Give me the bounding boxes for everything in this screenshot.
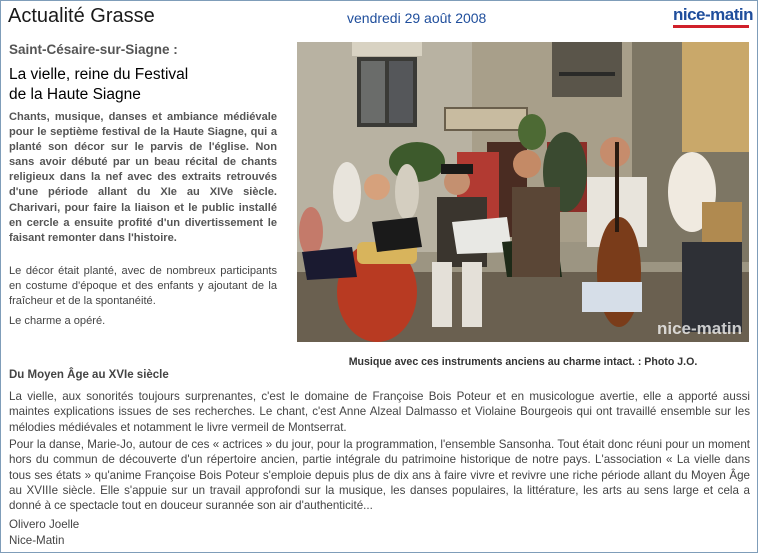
musicians-photo-illustration xyxy=(297,42,749,342)
article-author: Olivero Joelle xyxy=(9,518,80,531)
publication-date: vendredi 29 août 2008 xyxy=(347,10,487,26)
brand-logo-underline xyxy=(673,25,749,28)
brand-logo-text: nice-matin xyxy=(673,5,754,24)
photo-watermark: nice-matin xyxy=(656,319,742,338)
article-paragraph-3: Le charme a opéré. xyxy=(9,315,106,327)
headline-line-1: La vielle, reine du Festival xyxy=(9,66,189,83)
page-header xyxy=(1,1,757,33)
article-location: Saint-Césaire-sur-Siagne : xyxy=(9,42,178,57)
brand-logo xyxy=(673,5,754,28)
article-source: Nice-Matin xyxy=(9,534,65,547)
article-lede: Chants, musique, danses et ambiance médiévale pour le septième festival de la Haute Siagne, qui a planté son décor sur le parvis de l'église. Non sans avoir débuté par un beau récital de chants religieux dans la nef avec des extraits retrouvés d'une période allant du XIe au XIVe siècle. Charivari, pour faire la liaison et le public installé en cercle a ensuite profité d'un divertissement le faisant remonter dans l'histoire. xyxy=(9,111,277,244)
article-paragraph-2: Le décor était planté, avec de nombreux participants en costume d'époque et des enfants y ajoutant de la fraîcheur et de la spontanéité. xyxy=(9,265,277,308)
section-title: Actualité Grasse xyxy=(8,5,155,27)
article-subhead: Du Moyen Âge au XVIe siècle xyxy=(9,369,169,381)
article-body-2: Pour la danse, Marie-Jo, autour de ces « actrices » du jour, pour la programmation, l'ensemble Sansonha. Tout était donc réuni pour un moment hors du commun de découverte d'un répertoire ancien, partie intégrale du patrimoine historique de notre pays. L'association « La vielle dans tous ses états » qu'anime Françoise Bois Poteur s'emploie depuis plus de dix ans à faire vivre et revivre une riche période allant du Moyen Âge au XVIIIe siècle. Elle s'appuie sur un travail approfondi sur la musique, les danses populaires, la littérature, les arts au sens large et cela a donné à ce spectacle tout en douceur surannée son air d'authenticité... xyxy=(9,438,750,513)
headline-line-2: de la Haute Siagne xyxy=(9,86,141,103)
article-body-1: La vielle, aux sonorités toujours surprenantes, c'est le domaine de Françoise Bois Poteur et en musicologue avertie, elle a apporté aussi maintes explications issues de ses recherches. Le chant, c'est Anne Alzeal Dalmasso et Violaine Bourgeois qui ont travaillé ensemble sur les mélodies médiévales et notamment le livre vermeil de Montserrat. xyxy=(9,390,750,434)
article-photo xyxy=(297,42,749,342)
photo-caption: Musique avec ces instruments anciens au charme intact. : Photo J.O. xyxy=(348,356,698,368)
article-headline xyxy=(9,65,279,105)
